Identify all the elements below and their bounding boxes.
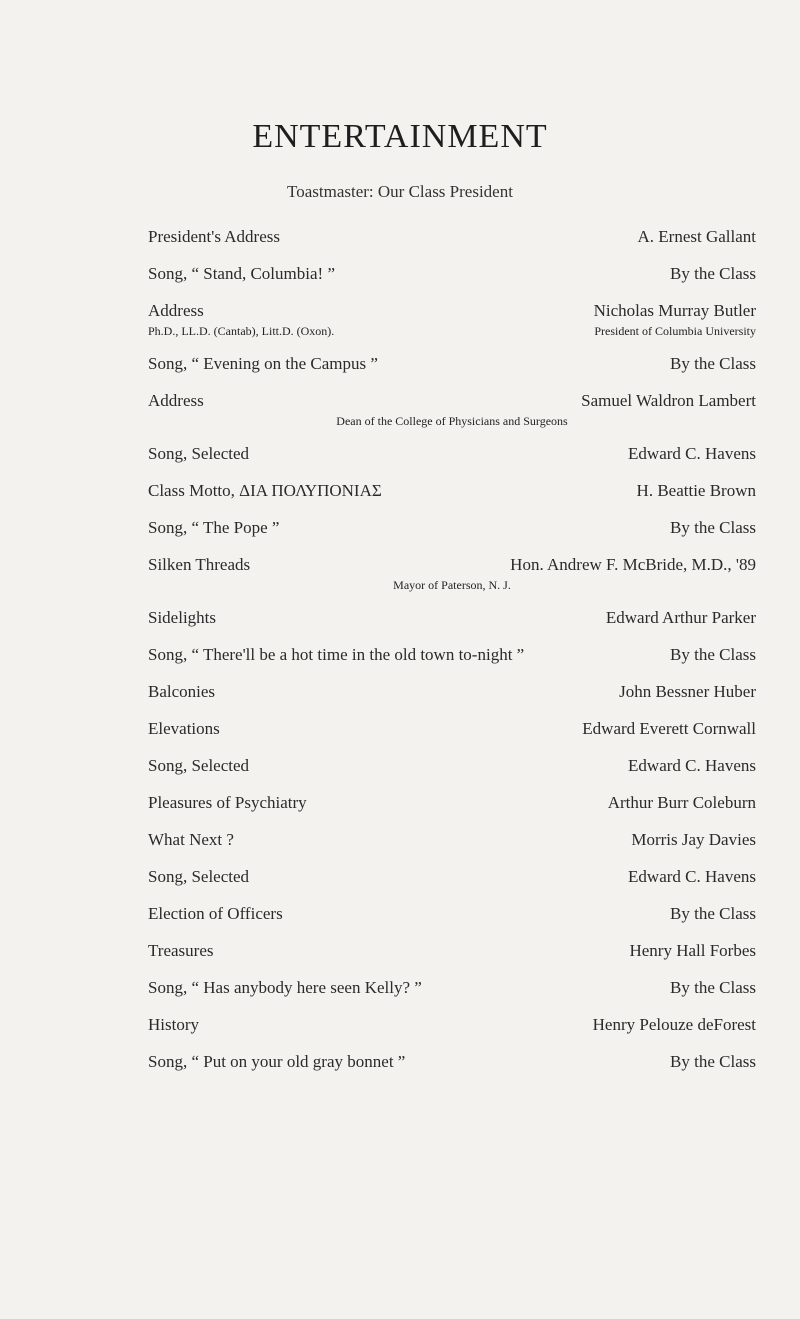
- program-list: [148, 225, 756, 1074]
- item-performer: H. Beattie Brown: [636, 481, 756, 500]
- item-title: Song, Selected: [148, 756, 250, 775]
- item-performer: Samuel Waldron Lambert: [581, 391, 756, 410]
- item-note: [148, 323, 756, 339]
- item-performer: Edward Everett Cornwall: [582, 719, 756, 738]
- item-performer: By the Class: [670, 1052, 756, 1071]
- item-performer: Edward C. Havens: [628, 756, 756, 775]
- item-title: Election of Officers: [148, 904, 283, 923]
- item-note-right: President of Columbia University: [594, 324, 756, 338]
- item-title: President's Address: [148, 227, 280, 246]
- item-title: Song, “ Has anybody here seen Kelly? ”: [148, 978, 422, 997]
- item-performer: A. Ernest Gallant: [637, 227, 756, 246]
- item-performer: Henry Pelouze deForest: [592, 1015, 756, 1034]
- item-performer: By the Class: [670, 264, 756, 283]
- item-title: Song, “ Evening on the Campus ”: [148, 354, 378, 373]
- program-item: [148, 262, 756, 286]
- item-performer: Hon. Andrew F. McBride, M.D., '89: [510, 555, 756, 574]
- item-performer: By the Class: [670, 645, 756, 664]
- item-title: Silken Threads: [148, 555, 251, 574]
- item-performer: Edward Arthur Parker: [605, 608, 756, 627]
- item-title: Address: [148, 301, 204, 320]
- program-item: [148, 680, 756, 704]
- program-item: [148, 479, 756, 503]
- item-performer: Edward C. Havens: [628, 867, 756, 886]
- item-title: History: [148, 1015, 199, 1034]
- program-item: [148, 976, 756, 1000]
- program-item: [148, 225, 756, 249]
- item-title: Song, Selected: [148, 444, 250, 463]
- item-performer: Henry Hall Forbes: [629, 941, 756, 960]
- program-item: [148, 865, 756, 889]
- program-item: [148, 643, 756, 667]
- program-item: [148, 791, 756, 815]
- item-performer: John Bessner Huber: [619, 682, 756, 701]
- item-note: Dean of the College of Physicians and Surgeons: [336, 414, 568, 428]
- item-title: Song, “ The Pope ”: [148, 518, 280, 537]
- item-title: What Next ?: [148, 830, 234, 849]
- item-title: Class Motto, ΔΙΑ ΠΟΛΥΠΟΝΙΑΣ: [148, 481, 382, 500]
- program-item: [148, 389, 756, 413]
- item-performer: By the Class: [670, 978, 756, 997]
- item-title: Song, “ Put on your old gray bonnet ”: [148, 1052, 406, 1071]
- item-title: Pleasures of Psychiatry: [148, 793, 307, 812]
- item-title: Sidelights: [148, 608, 217, 627]
- program-item: [148, 717, 756, 741]
- item-performer: Nicholas Murray Butler: [593, 301, 756, 320]
- program-item: [148, 553, 756, 577]
- program-item: [148, 352, 756, 376]
- program-item: [148, 516, 756, 540]
- program-item: [148, 828, 756, 852]
- program-item: [148, 939, 756, 963]
- item-title: Balconies: [148, 682, 216, 701]
- program-item: [148, 299, 756, 323]
- program-item: [148, 442, 756, 466]
- item-note-left: Ph.D., LL.D. (Cantab), Litt.D. (Oxon).: [148, 324, 335, 338]
- program-item: [148, 606, 756, 630]
- item-performer: Edward C. Havens: [628, 444, 756, 463]
- item-performer: By the Class: [670, 904, 756, 923]
- page-title: ENTERTAINMENT: [252, 118, 548, 155]
- item-performer: By the Class: [670, 354, 756, 373]
- item-performer: By the Class: [670, 518, 756, 537]
- program-item: [148, 902, 756, 926]
- item-title: Treasures: [148, 941, 214, 960]
- program-item: [148, 754, 756, 778]
- toastmaster-line: Toastmaster: Our Class President: [287, 182, 513, 201]
- item-note: Mayor of Paterson, N. J.: [393, 578, 511, 592]
- item-performer: Morris Jay Davies: [631, 830, 756, 849]
- item-title: Elevations: [148, 719, 220, 738]
- item-title: Song, Selected: [148, 867, 250, 886]
- item-performer: Arthur Burr Coleburn: [607, 793, 756, 812]
- program-item: [148, 1050, 756, 1074]
- item-title: Song, “ There'll be a hot time in the old town to-night ”: [148, 645, 525, 664]
- item-title: Song, “ Stand, Columbia! ”: [148, 264, 335, 283]
- item-title: Address: [148, 391, 204, 410]
- program-item: [148, 1013, 756, 1037]
